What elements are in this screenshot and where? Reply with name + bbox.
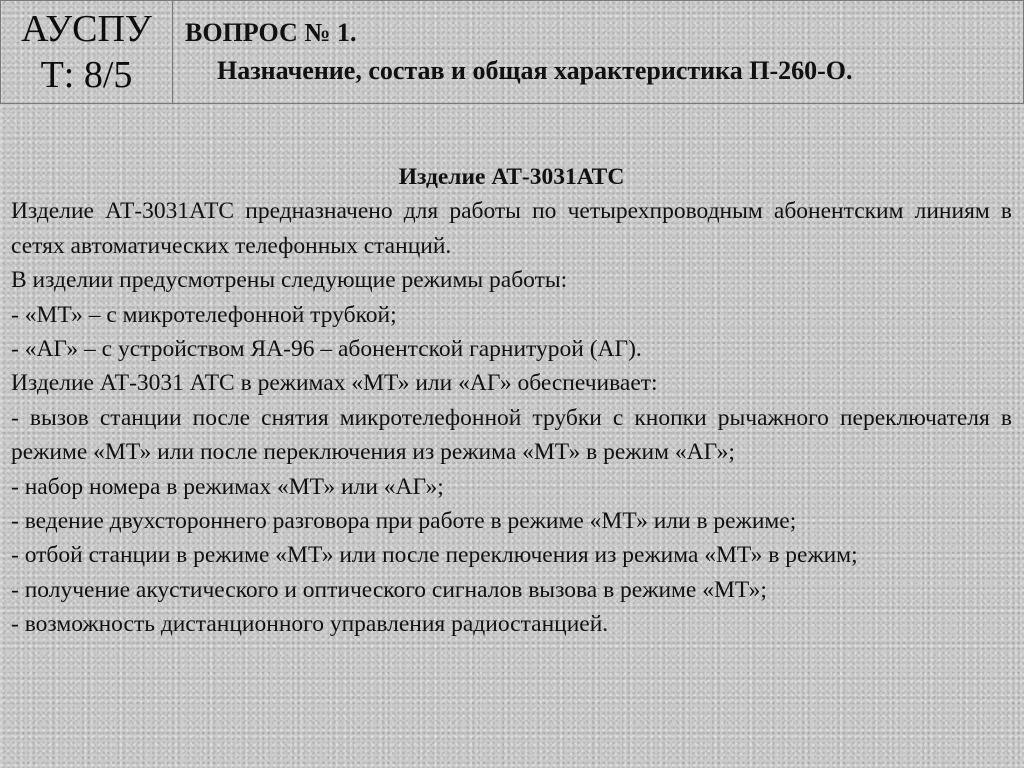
list-item-remote-control: - возможность дистанционного управления радиостанцией. — [11, 611, 609, 638]
list-item-call-signals: - получение акустического и оптического сигналов вызова в режиме «МТ»; — [11, 576, 767, 603]
list-item-conversation: - ведение двухстороннего разговора при работе в режиме «МТ» или в режиме; — [11, 508, 797, 535]
section-heading: Изделие АТ-3031АТС — [398, 164, 625, 190]
paragraph-provides-intro: Изделие АТ-3031 АТС в режимах «МТ» или «АГ» обеспечивает: — [11, 370, 658, 397]
paragraph-purpose: Изделие АТ-3031АТС предназначено для работы по четырехпроводным абонентским линиям в сетях автоматических телефонных станций. — [11, 198, 1012, 259]
slide-body — [11, 160, 1012, 642]
topic-number: Т: 8/5 — [40, 54, 133, 96]
course-code: АУСПУ — [21, 8, 152, 50]
list-item-call-station: - вызов станции после снятия микротелефонной трубки с кнопки рычажного переключателя в режиме «МТ» или после переключения из режима «МТ» в режим «АГ»; — [11, 404, 1012, 466]
list-item-mode-mt: - «МТ» – с микротелефонной трубкой; — [11, 301, 397, 328]
list-item-dial-number: - набор номера в режимах «МТ» или «АГ»; — [11, 473, 444, 500]
list-item-hang-up: - отбой станции в режиме «МТ» или после переключения из режима «МТ» в режим; — [11, 542, 858, 569]
course-code-box — [1, 1, 173, 103]
slide-header — [0, 0, 1024, 104]
paragraph-modes-intro: В изделии предусмотрены следующие режимы работы: — [11, 267, 568, 294]
question-number: ВОПРОС № 1. — [185, 18, 357, 47]
list-item-mode-ag: - «АГ» – с устройством ЯА-96 – абонентской гарнитурой (АГ). — [11, 336, 642, 363]
question-box — [173, 1, 1023, 103]
question-title: Назначение, состав и общая характеристика П-260-О. — [217, 56, 853, 85]
